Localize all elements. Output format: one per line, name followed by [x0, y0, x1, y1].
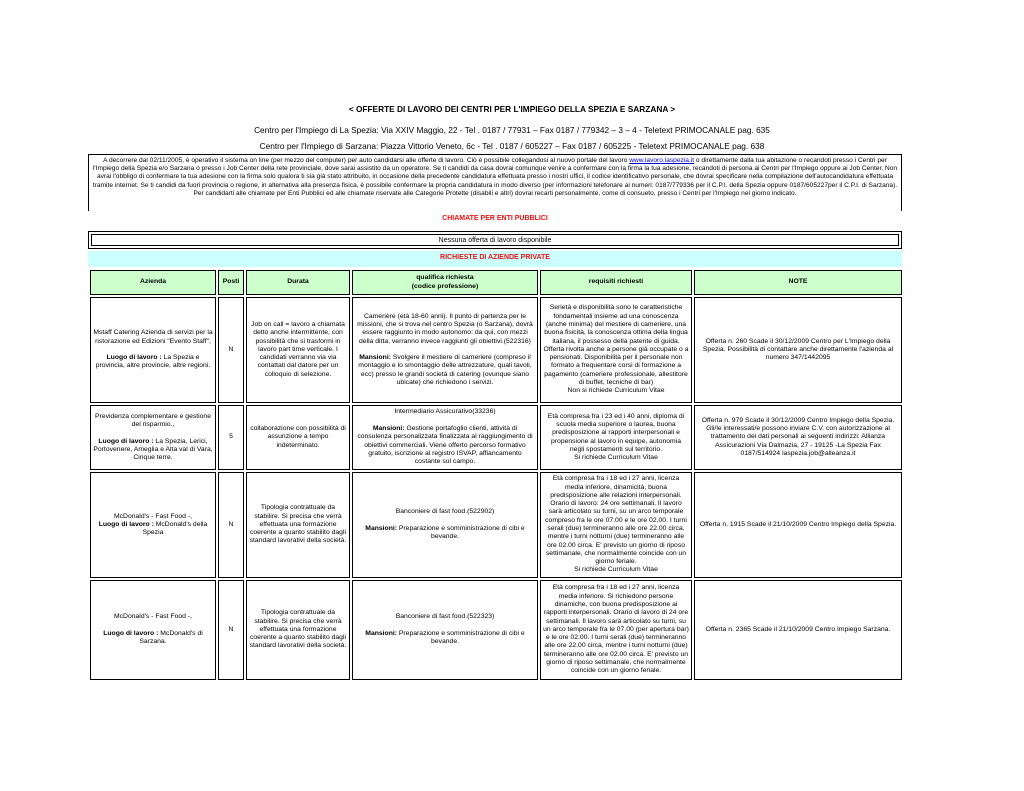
tasks-label: Mansioni: [365, 630, 397, 637]
table-row [90, 405, 902, 470]
page-title: < OFFERTE DI LAVORO DEI CENTRI PER L'IMPIEGO DELLA SPEZIA E SARZANA > [348, 104, 676, 114]
col-qualifica [352, 270, 538, 295]
company-name: Previdenza complementare e gestione del risparmio., [95, 412, 211, 428]
company-name: Mstaff Catering Azienda di servizi per la ristorazione ed Edizioni "Evento Staff", [93, 329, 213, 345]
tasks-label: Mansioni: [372, 425, 405, 433]
col-qualifica-line2: (codice professione) [411, 282, 479, 290]
cell-azienda [90, 472, 216, 578]
cpi-sarzana-info: Centro per l'Impiego di Sarzana: Piazza Vittorio Veneto, 6c - Tel . 0187 / 605227 – Fax 0187 / 605225 - Teletext PRIMOCANALE pag. 638 [259, 141, 765, 151]
table-row [90, 472, 902, 578]
cell-requisiti [540, 580, 692, 680]
table-header-row [90, 270, 902, 295]
cell-requisiti [540, 297, 692, 403]
tasks-label: Mansioni: [359, 354, 391, 362]
qualification: Camerière (età 18-60 anni). Il punto di partenza per le missioni, che si trova nel centro Spezia (o Sarzana), dovrà essere raggiunto in modo autonomo: da qui, con mezzi della ditta, verranno invece raggiunti gli obiettivi.(522316) [357, 312, 533, 345]
cell-azienda [90, 580, 216, 680]
workplace-value: McDonald's della Spezia [142, 520, 208, 537]
cell-note: Offerta n. 979 Scade il 30/12/2009 Centro Impiego della Spezia. Gli/le interessati/e possono inviare C.V. con autorizzazione al trattamento dei dati personali ai seguenti indirizzi: Allianza Assicurazioni Via Dalmazia, 27 - 19125 -La Spezia Fax 0187/514924 laspezia.job@alleanza.it [694, 405, 902, 470]
tasks-value: Gestione portafoglio clienti, attività di consulenza personalizzata finalizzata al raggiungimento di obiettivi commerciali. Viene offerto percorso formativo gratuito, iscrizione al registro ISVAP, affiancamento costante sul campo. [357, 425, 533, 466]
company-name: McDonald's - Fast Food -, [114, 512, 192, 520]
company-name: McDonald's - Fast Food -, [114, 613, 192, 621]
requirements: Serietà e disponibilità sono le caratteristiche fondamentali insieme ad una conoscenza (anche minima) del mestiere di cameriere, una buona fisicità, la conoscenza ottima della lingua italiana, il possesso della patente di guida. Offerta rivolta anche a persone già occupate o a pensionati. Disponibilità per il personale non formato a frequentare corsi di formazione a pagamento (cameriere professionale, allestitore di buffet, tecniche di bar) [543, 304, 689, 387]
cell-qualifica [352, 405, 538, 470]
cell-durata: Job on call = lavoro a chiamata detto anche intermittente, con possibilità che si trasformi in lavoro part time verticale. I candidati verranno via via contattati dal datore per un colloquio di selezione. [246, 297, 350, 403]
workplace-label: Luogo di lavoro : [106, 354, 162, 362]
cell-posti: 5 [218, 405, 244, 470]
job-offers-table [88, 268, 904, 682]
requirements: Età compresa fra i 23 ed i 40 anni, diploma di scuola media superiore o laurea, buona predisposizione ai rapporti interpersonali e propensione al lavoro in equipe, autonomia negli spostamenti sul territorio. [547, 412, 685, 453]
cell-azienda [90, 405, 216, 470]
cell-note: Offerta n. 260 Scade il 30/12/2009 Centro per L'Impiego della Spezia. Possibilità di contattare anche direttamente l'azienda al numero 347/1442095 [694, 297, 902, 403]
cell-qualifica [352, 297, 538, 403]
private-requests-heading: RICHIESTE DI AZIENDE PRIVATE [440, 254, 550, 261]
table-row [90, 297, 902, 403]
requirements: Età compresa fra i 18 ed i 27 anni, licenza media inferiore, dinamicità, buona predisposizione alle relazioni interpersonali. Orario di lavoro: 24 ore settimanali. Il lavoro sarà articolato su turni, su un arco temporale compreso fra le ore 07.00 e le ore 02.00. I turni serali (due) termineranno alle ore 22.00 circa, mentre i turni notturni (due) termineranno alle ore 02.00 circa. E' previsto un giorno di riposo settimanale, che normalmente coincide con un giorno feriale. [545, 475, 687, 566]
tasks-value: Svolgere il mestiere di cameriere (compreso il montaggio e lo smontaggio delle attrezzature, quali tavoli, ecc) presso le grandi società di catering (ovunque siano ubicate) che richiedono i servizi. [358, 354, 532, 387]
cell-qualifica [352, 472, 538, 578]
cell-durata: Tipologia contrattuale da stabilire. Si precisa che verrà effettuata una formazione coerente a quanto stabilito dagli standard lavorativi della società. [246, 580, 350, 680]
cv-note: Si richiede Curriculum Vitae [574, 454, 658, 462]
col-requisiti: requisiti richiesti [540, 270, 692, 295]
workplace-label: Luogo di lavoro : [98, 437, 154, 445]
cell-qualifica [352, 580, 538, 680]
col-qualifica-line1: qualifica richiesta [416, 274, 474, 282]
cell-posti: N [218, 472, 244, 578]
cell-requisiti [540, 472, 692, 578]
workplace-label: Luogo di lavoro : [103, 630, 159, 637]
public-calls-heading: CHIAMATE PER ENTI PUBBLICI [442, 215, 548, 222]
cell-durata: collaborazione con possibilità di assunzione a tempo indeterminato. [246, 405, 350, 470]
col-posti: Posti [218, 270, 244, 295]
qualification: Banconiere di fast food.(522323) [395, 613, 495, 621]
cell-note: Offerta n. 1915 Scade il 21/10/2009 Centro Impiego della Spezia. [694, 472, 902, 578]
table-row [90, 580, 902, 680]
workplace-value: La Spezia e provincia, altre provincie, altre regioni. [95, 354, 211, 370]
no-offer-message: Nessuna offerta di lavoro disponibile [91, 234, 899, 246]
cell-posti: N [218, 297, 244, 403]
cell-azienda [90, 297, 216, 403]
workplace-label: Luogo di lavoro : [98, 520, 154, 528]
tasks-value: Preparazione e somministrazione di cibi e bevande. [397, 525, 525, 541]
cell-durata: Tipologia contrattuale da stabilire. Si precisa che verrà effettuata una formazione coerente a quanto stabilito dagli standard lavorativi della società. [246, 472, 350, 578]
intro-text-start: A decorrere dal 02/11/2005, è operativo il sistema on line (per mezzo del computer) per auto candidarsi alle offerte di lavoro. Ciò è possibile collegandosi al nuovo portale del lavoro [103, 157, 630, 164]
cpi-spezia-info: Centro per l'Impiego di La Spezia: Via XXIV Maggio, 22 - Tel . 0187 / 77931 – Fax 0187 / 779342 – 3 – 4 - Teletext PRIMOCANALE pag. 635 [254, 125, 770, 135]
workplace-value: La Spezia, Lerici, Portovenere, Ameglia e Alta val di Vara, Cinque terre. [93, 437, 213, 462]
cell-note: Offerta n. 2365 Scade il 21/10/2009 Centro Impiego Sarzana. [694, 580, 902, 680]
col-note: NOTE [694, 270, 902, 295]
tasks-label: Mansioni: [365, 525, 397, 532]
qualification: Banconiere di fast food.(522902) [395, 508, 495, 516]
intro-notice [88, 154, 902, 211]
cv-note: Non si richiede Curriculum Vitae [567, 387, 665, 395]
workplace-value: McDonald's di Sarzana. [139, 630, 203, 646]
cell-posti: N [218, 580, 244, 680]
cell-requisiti [540, 405, 692, 470]
col-azienda: Azienda [90, 270, 216, 295]
tasks-value: Preparazione e somministrazione di cibi e bevande. [397, 630, 525, 646]
requirements: Età compresa fra i 18 ed i 27 anni, licenza media inferiore. Si richiedono persone dinamiche, con buona predisposizione ai rapporti interpersonali. Orario di lavoro di 24 ore settimanali. Il lavoro sarà articolato su turni, su un arco temporale fra le 07.00 (per apertura bar) e le ore 02.00. I turni serali (due) termineranno alle ore 22.00 circa, mentre i turni notturni (due) termineranno alle ore 02.00 circa. E' previsto un giorno di riposo settimanale, che normalmente coincide con un giorno feriale. [543, 584, 689, 675]
col-durata: Durata [246, 270, 350, 295]
qualification: Intermediario Assicurativo(33236) [394, 408, 496, 416]
intro-text-end: o direttamente dalla tua abitazione o recandoti presso i Centri per l'Impiego della Spezia e/o Sarzana o presso i Job Center della rete provinciale, dove sarai assistito da un operatore. Se ti candidi da casa dovrai comunque venire a confermare con la firma la tua adesione, recandoti di persona ai Centri per l'Impiego oppure ai Job Center. Non avrai l'obbligo di confermare la tua adesione con la firma solo qualora ti sia già stato attribuito, in occasione della precedente candidatura effettuata presso i nostri uffici, il codice identificativo personale, che dovrai specificare nella compilazione dell'autocandidatura effettuata tramite internet. Se ti candidi da fuori provincia o regione, in alternativa alla presenza fisica, è possibile confermare la propria candidatura in modo diverso (per informazioni telefonare ai numeri: 0187/779336 per il C.P.I. della Spezia oppure 0187/605227per il C.P.I. di Sarzana). Per candidarti alle chiamate per Enti Pubblici ed alle chiamate riservate alle Categorie Protette (disabili e altri) dovrai recarti personalmente, come di consueto, presso i Centri per l'Impiego nel giorno indicato. [92, 157, 898, 197]
portal-link[interactable]: www.lavoro.laspezia.it [629, 157, 695, 164]
public-calls-box [88, 231, 902, 249]
cv-note: Si richiede Curriculum Vitae [574, 566, 658, 574]
